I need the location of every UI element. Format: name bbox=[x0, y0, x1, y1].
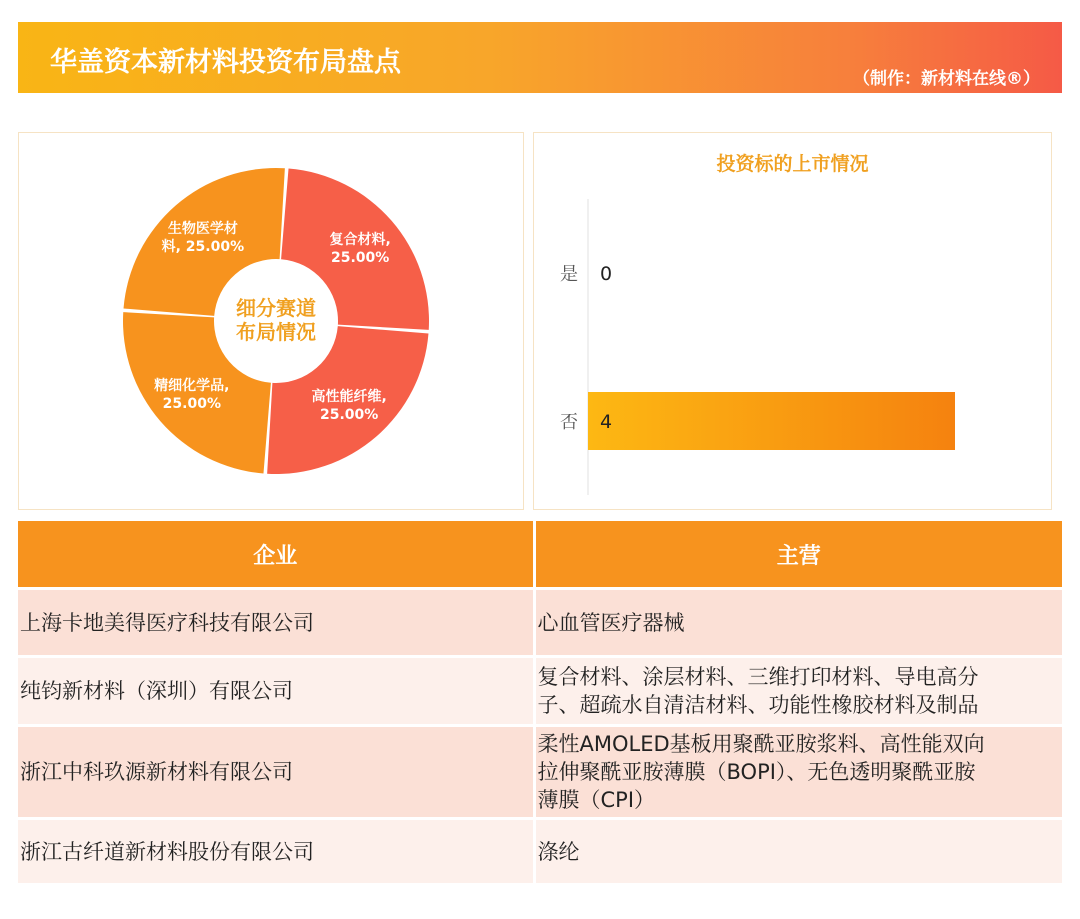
slice-label: 复合材料, bbox=[329, 231, 391, 248]
bar bbox=[588, 392, 955, 450]
table-row bbox=[18, 589, 1062, 657]
page-title: 华盖资本新材料投资布局盘点 bbox=[50, 47, 401, 78]
company-cell: 浙江中科玖源新材料有限公司 bbox=[18, 726, 534, 819]
slice-value-label: 料, 25.00% bbox=[161, 238, 245, 255]
business-line: 涤纶 bbox=[537, 839, 580, 864]
pie-chart bbox=[19, 133, 523, 509]
business-cell bbox=[534, 589, 1062, 657]
slice-value-label: 25.00% bbox=[319, 407, 379, 424]
business-line: 子、超疏水自清洁材料、功能性橡胶材料及制品 bbox=[537, 693, 979, 717]
header-company: 企业 bbox=[18, 521, 534, 589]
bar-value-label: 4 bbox=[600, 411, 613, 433]
business-cell bbox=[534, 726, 1062, 819]
company-cell: 纯钧新材料（深圳）有限公司 bbox=[18, 657, 534, 726]
center-label: 布局情况 bbox=[236, 320, 316, 344]
business-line: 柔性AMOLED基板用聚酰亚胺浆料、高性能双向 bbox=[537, 732, 985, 756]
slice-value-label: 25.00% bbox=[162, 396, 221, 413]
bar-chart bbox=[534, 133, 1051, 509]
pie-chart-panel bbox=[18, 132, 524, 510]
bar-value-label: 0 bbox=[600, 263, 613, 285]
business-cell bbox=[534, 819, 1062, 885]
header-business: 主营 bbox=[534, 521, 1062, 589]
slice-label: 高性能纤维, bbox=[311, 389, 387, 406]
business-line: 薄膜（CPI） bbox=[537, 788, 656, 812]
table-row bbox=[18, 726, 1062, 819]
table-row bbox=[18, 819, 1062, 885]
company-cell: 浙江古纤道新材料股份有限公司 bbox=[18, 819, 534, 885]
slice-label: 精细化学品, bbox=[154, 378, 230, 395]
source-credit: （制作：新材料在线®） bbox=[853, 69, 1040, 89]
company-cell: 上海卡地美得医疗科技有限公司 bbox=[18, 589, 534, 657]
category-label: 是 bbox=[560, 264, 578, 285]
bar-chart-panel bbox=[533, 132, 1052, 510]
business-line: 拉伸聚酰亚胺薄膜（BOPI）、无色透明聚酰亚胺 bbox=[537, 760, 976, 784]
table-header-row bbox=[18, 521, 1062, 589]
business-line: 心血管医疗器械 bbox=[537, 610, 685, 635]
title-banner bbox=[18, 22, 1062, 93]
company-table bbox=[18, 521, 1062, 886]
business-line: 复合材料、涂层材料、三维打印材料、导电高分 bbox=[537, 665, 979, 689]
business-cell bbox=[534, 657, 1062, 726]
category-label: 否 bbox=[560, 412, 578, 433]
slice-label: 生物医学材 bbox=[167, 220, 238, 237]
slice-value-label: 25.00% bbox=[331, 249, 390, 266]
center-label: 细分赛道 bbox=[236, 296, 316, 320]
table-row bbox=[18, 657, 1062, 726]
bar-chart-title: 投资标的上市情况 bbox=[716, 153, 869, 175]
